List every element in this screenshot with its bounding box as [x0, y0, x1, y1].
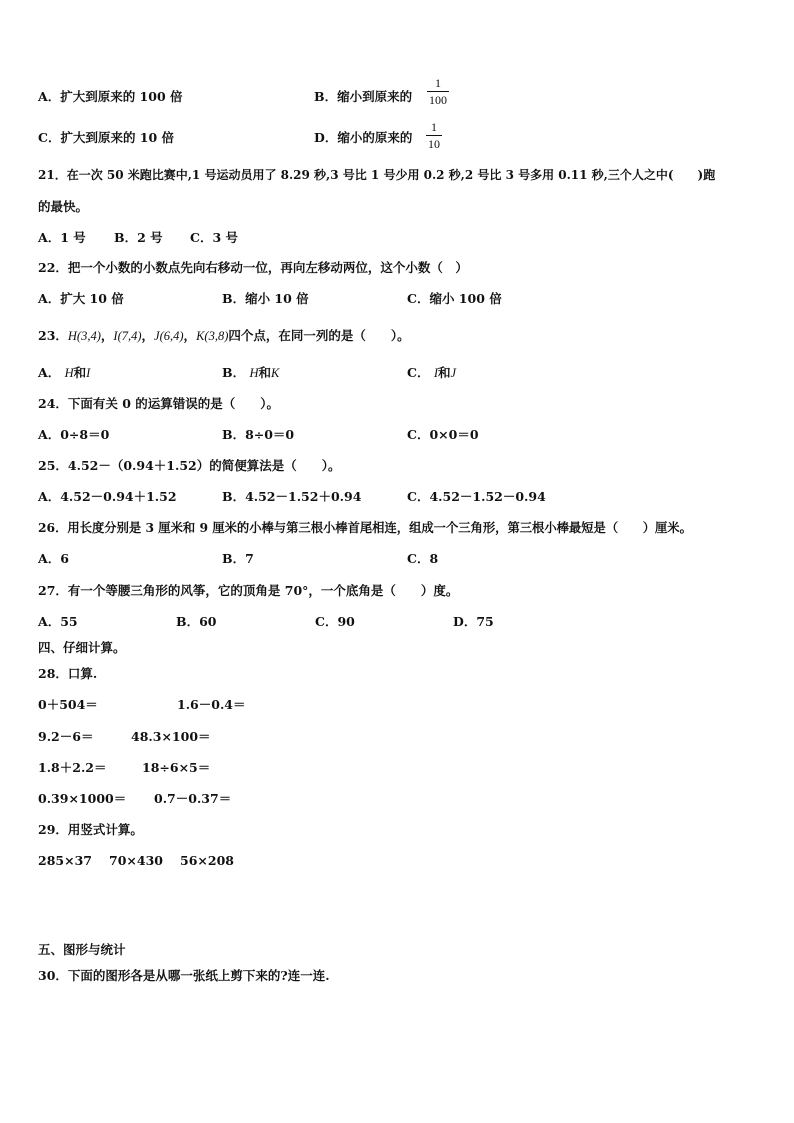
point-label: H: [64, 366, 74, 380]
fraction-numerator: 1: [431, 120, 437, 134]
point-label: I: [433, 366, 438, 380]
q24-option-c: C．0×0＝0: [407, 427, 479, 442]
q23-option-c: [407, 365, 456, 381]
q20-option-c: C．扩大到原来的 10 倍: [38, 130, 175, 145]
q22-text: 22．把一个小数的小数点先向右移动一位，再向左移动两位，这个小数（ ）: [38, 260, 468, 275]
q27-option-c: C．90: [315, 614, 355, 629]
conjunction: 和: [73, 365, 87, 380]
point-label: I: [86, 366, 91, 380]
q26-option-b: B．7: [222, 551, 254, 566]
q22-option-c: C．缩小 100 倍: [407, 291, 502, 306]
q29-title: 29．用竖式计算。: [38, 822, 143, 837]
q20-option-b: B．缩小到原来的: [314, 89, 413, 104]
q28-item: 48.3×100＝: [131, 729, 211, 744]
q21-option-c: C．3 号: [190, 230, 238, 245]
fraction-denominator: 10: [428, 137, 440, 151]
q24-text: 24．下面有关 0 的运算错误的是（ ）。: [38, 396, 280, 411]
point-label: H: [249, 366, 259, 380]
conjunction: 和: [437, 365, 451, 380]
q25-option-b: B．4.52－1.52＋0.94: [222, 489, 362, 504]
q29-item: 285×37: [38, 853, 92, 868]
point-k: K(3,8): [196, 329, 229, 343]
q23-suffix: 四个点，在同一列的是（ ）。: [228, 328, 410, 343]
q20-option-b-fraction: [427, 76, 449, 107]
option-label: A．: [38, 365, 61, 380]
q23-text: [38, 328, 410, 344]
q26-option-a: A．6: [38, 551, 69, 566]
fraction-numerator: 1: [435, 76, 441, 90]
q21-option-a: A．1 号: [38, 230, 86, 245]
point-i: I(7,4): [113, 329, 142, 343]
separator: ，: [100, 328, 114, 343]
q28-item: 18÷6×5＝: [142, 760, 211, 775]
q20-option-d: D．缩小的原来的: [314, 130, 413, 145]
q28-item: 0＋504＝: [38, 697, 98, 712]
q24-option-a: A．0÷8＝0: [38, 427, 110, 442]
q28-item: 1.8＋2.2＝: [38, 760, 107, 775]
fraction-denominator: 100: [429, 93, 447, 107]
section-4-heading: 四、仔细计算。: [38, 640, 126, 655]
q23-option-b: [222, 365, 279, 381]
q29-item: 70×430: [109, 853, 163, 868]
q28-item: 0.7－0.37＝: [154, 791, 232, 806]
q24-option-b: B．8÷0＝0: [222, 427, 295, 442]
q29-item: 56×208: [180, 853, 234, 868]
q20-option-d-fraction: [426, 120, 442, 151]
q25-option-a: A．4.52－0.94＋1.52: [38, 489, 177, 504]
q23-option-a: [38, 365, 90, 381]
option-label: B．: [222, 365, 246, 380]
q21-option-b: B．2 号: [114, 230, 163, 245]
q26-option-c: C．8: [407, 551, 439, 566]
q27-text: 27．有一个等腰三角形的风筝，它的顶角是 70°，一个底角是（ ）度。: [38, 583, 459, 598]
q25-text: 25．4.52－（0.94＋1.52）的简便算法是（ ）。: [38, 458, 341, 473]
q21-text-line1: 21．在一次 50 米跑比赛中,1 号运动员用了 8.29 秒,3 号比 1 号少用 0.2 秒,2 号比 3 号多用 0.11 秒,三个人之中( )跑: [38, 168, 716, 182]
q27-option-a: A．55: [38, 614, 78, 629]
point-h: H(3,4): [67, 329, 101, 343]
q22-option-a: A．扩大 10 倍: [38, 291, 124, 306]
q22-option-b: B．缩小 10 倍: [222, 291, 309, 306]
q20-option-a: A．扩大到原来的 100 倍: [38, 89, 183, 104]
q27-option-d: D．75: [453, 614, 494, 629]
q28-item: 9.2－6＝: [38, 729, 94, 744]
point-j: J(6,4): [154, 329, 184, 343]
q28-item: 1.6－0.4＝: [177, 697, 246, 712]
q25-option-c: C．4.52－1.52－0.94: [407, 489, 546, 504]
point-label: K: [270, 366, 280, 380]
point-label: J: [450, 366, 457, 380]
separator: ，: [141, 328, 155, 343]
q26-text: 26．用长度分别是 3 厘米和 9 厘米的小棒与第三根小棒首尾相连，组成一个三角形，第三根小棒最短是（ ）厘米。: [38, 520, 692, 535]
option-label: C．: [407, 365, 430, 380]
q23-number: 23．: [38, 328, 68, 343]
q21-text-line2: 的最快。: [38, 199, 89, 214]
q27-option-b: B．60: [176, 614, 217, 629]
q30-text: 30．下面的图形各是从哪一张纸上剪下来的?连一连.: [38, 968, 330, 983]
separator: ，: [183, 328, 197, 343]
section-5-heading: 五、图形与统计: [38, 942, 126, 957]
q28-title: 28．口算.: [38, 666, 98, 681]
q28-item: 0.39×1000＝: [38, 791, 127, 806]
conjunction: 和: [258, 365, 271, 380]
